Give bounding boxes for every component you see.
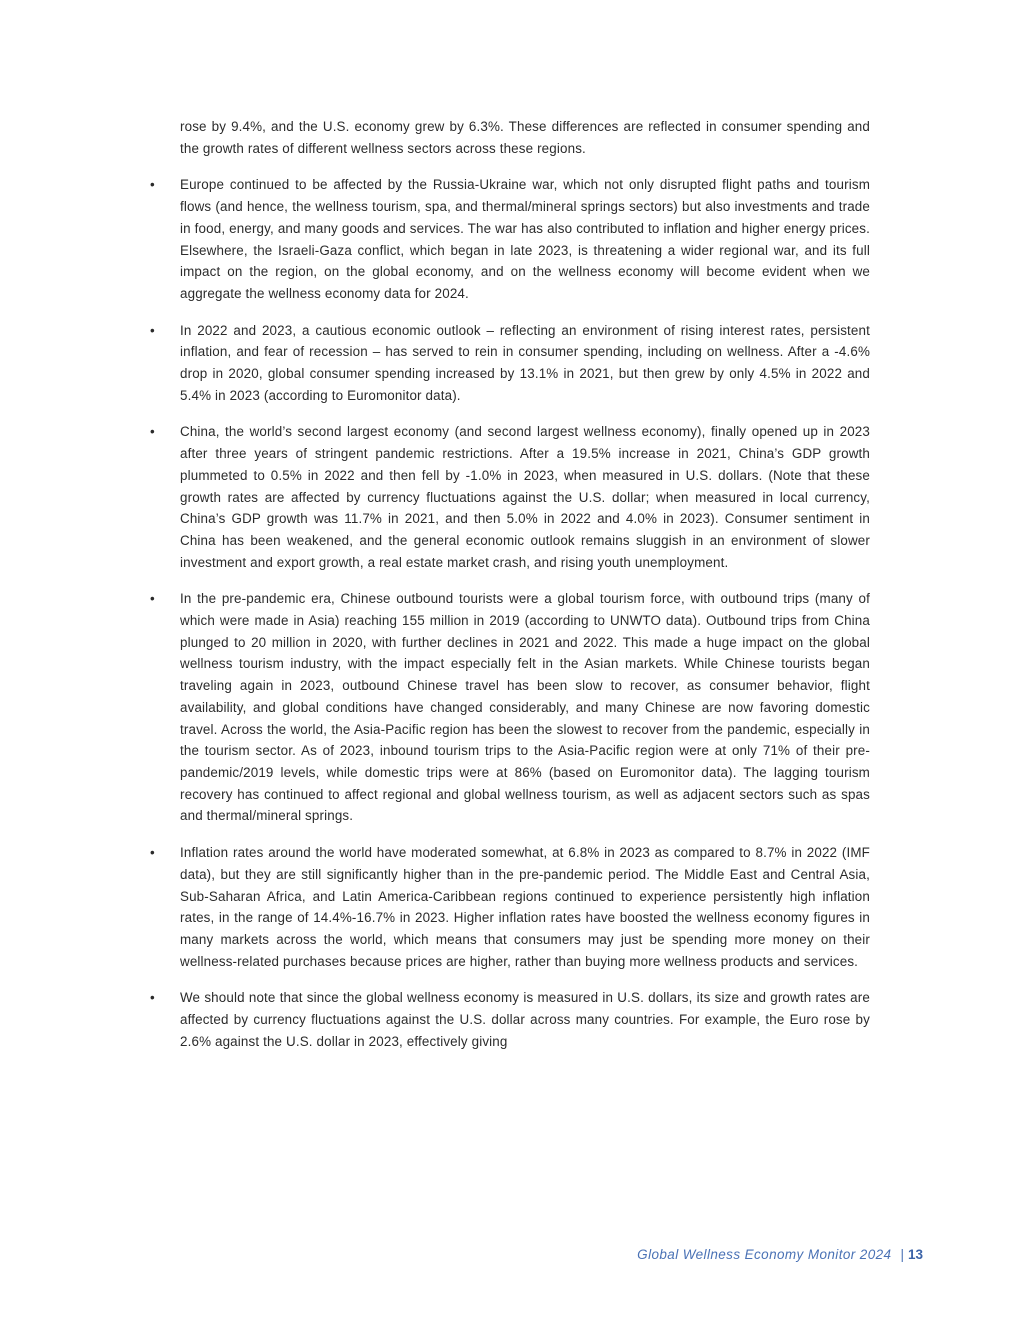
list-item bbox=[150, 421, 870, 573]
footer-title: Global Wellness Economy Monitor 2024 bbox=[637, 1247, 892, 1262]
list-item bbox=[150, 174, 870, 304]
list-item bbox=[150, 987, 870, 1052]
page-number: 13 bbox=[907, 1247, 923, 1262]
bullet-icon: • bbox=[150, 591, 155, 607]
bullet-text: China, the world’s second largest economy (and second largest wellness economy), finally opened up in 2023 after three years of stringent pandemic restrictions. After a 19.5% increase in 2021, China’s GDP growth plummeted to 0.5% in 2022 and then fell by -1.0% in 2023, when measured in U.S. dollars. (Note that these growth rates are affected by currency fluctuations against the U.S. dollar; when measured in local currency, China’s GDP growth was 11.7% in 2021, and then 5.0% in 2022 and 4.0% in 2023). Consumer sentiment in China has been weakened, and the general economic outlook remains sluggish in an environment of slower investment and export growth, a real estate market crash, and rising youth unemployment. bbox=[180, 424, 870, 570]
list-item bbox=[150, 842, 870, 972]
page-footer bbox=[637, 1247, 923, 1262]
bullet-list bbox=[150, 174, 870, 1052]
bullet-text: In the pre-pandemic era, Chinese outbound tourists were a global tourism force, with outbound trips (many of which were made in Asia) reaching 155 million in 2019 (according to UNWTO data). Outbound trips from China plunged to 20 million in 2020, with further declines in 2021 and 2022. This made a huge impact on the global wellness tourism industry, with the impact especially felt in the Asian markets. While Chinese tourists began traveling again in 2023, outbound Chinese travel has been slow to recover, as consumer behavior, flight availability, and global conditions have changed considerably, and many Chinese are now favoring domestic travel. Across the world, the Asia-Pacific region has been the slowest to recover from the pandemic, especially in the tourism sector. As of 2023, inbound tourism trips to the Asia-Pacific region were at only 71% of their pre-pandemic/2019 levels, while domestic trips were at 86% (based on Euromonitor data). The lagging tourism recovery has continued to affect regional and global wellness tourism, as well as adjacent sectors such as spas and thermal/mineral springs. bbox=[180, 591, 870, 824]
bullet-icon: • bbox=[150, 845, 155, 861]
bullet-text: We should note that since the global wellness economy is measured in U.S. dollars, its size and growth rates are affected by currency fluctuations against the U.S. dollar across many countries. For example, the Euro rose by 2.6% against the U.S. dollar in 2023, effectively giving bbox=[180, 990, 870, 1049]
list-item bbox=[150, 588, 870, 827]
footer-separator: | bbox=[900, 1247, 904, 1262]
bullet-icon: • bbox=[150, 322, 155, 338]
bullet-icon: • bbox=[150, 177, 155, 193]
page-body bbox=[150, 116, 870, 1067]
bullet-icon: • bbox=[150, 990, 155, 1006]
list-item bbox=[150, 320, 870, 407]
bullet-text: In 2022 and 2023, a cautious economic outlook – reflecting an environment of rising interest rates, persistent inflation, and fear of recession – has served to rein in consumer spending, including on wellness. After a -4.6% drop in 2020, global consumer spending increased by 13.1% in 2021, but then grew by only 4.5% in 2022 and 5.4% in 2023 (according to Euromonitor data). bbox=[180, 322, 870, 403]
bullet-icon: • bbox=[150, 424, 155, 440]
lead-paragraph: rose by 9.4%, and the U.S. economy grew by 6.3%. These differences are reflected in consumer spending and the growth rates of different wellness sectors across these regions. bbox=[180, 119, 870, 156]
bullet-text: Europe continued to be affected by the Russia-Ukraine war, which not only disrupted flight paths and tourism flows (and hence, the wellness tourism, spa, and thermal/mineral springs sectors) but also investments and trade in food, energy, and many goods and services. The war has also contributed to inflation and higher energy prices. Elsewhere, the Israeli-Gaza conflict, which began in late 2023, is threatening a wider regional war, and its full impact on the region, on the global economy, and on the wellness economy will become evident when we aggregate the wellness economy data for 2024. bbox=[180, 177, 870, 301]
bullet-text: Inflation rates around the world have moderated somewhat, at 6.8% in 2023 as compared to 8.7% in 2022 (IMF data), but they are still significantly higher than in the pre-pandemic period. The Middle East and Central Asia, Sub-Saharan Africa, and Latin America-Caribbean regions continued to experience persistently high inflation rates, in the range of 14.4%-16.7% in 2023. Higher inflation rates have boosted the wellness economy figures in many markets across the world, which means that consumers may just be spending more money on their wellness-related purchases because prices are higher, rather than buying more wellness products and services. bbox=[180, 845, 870, 969]
